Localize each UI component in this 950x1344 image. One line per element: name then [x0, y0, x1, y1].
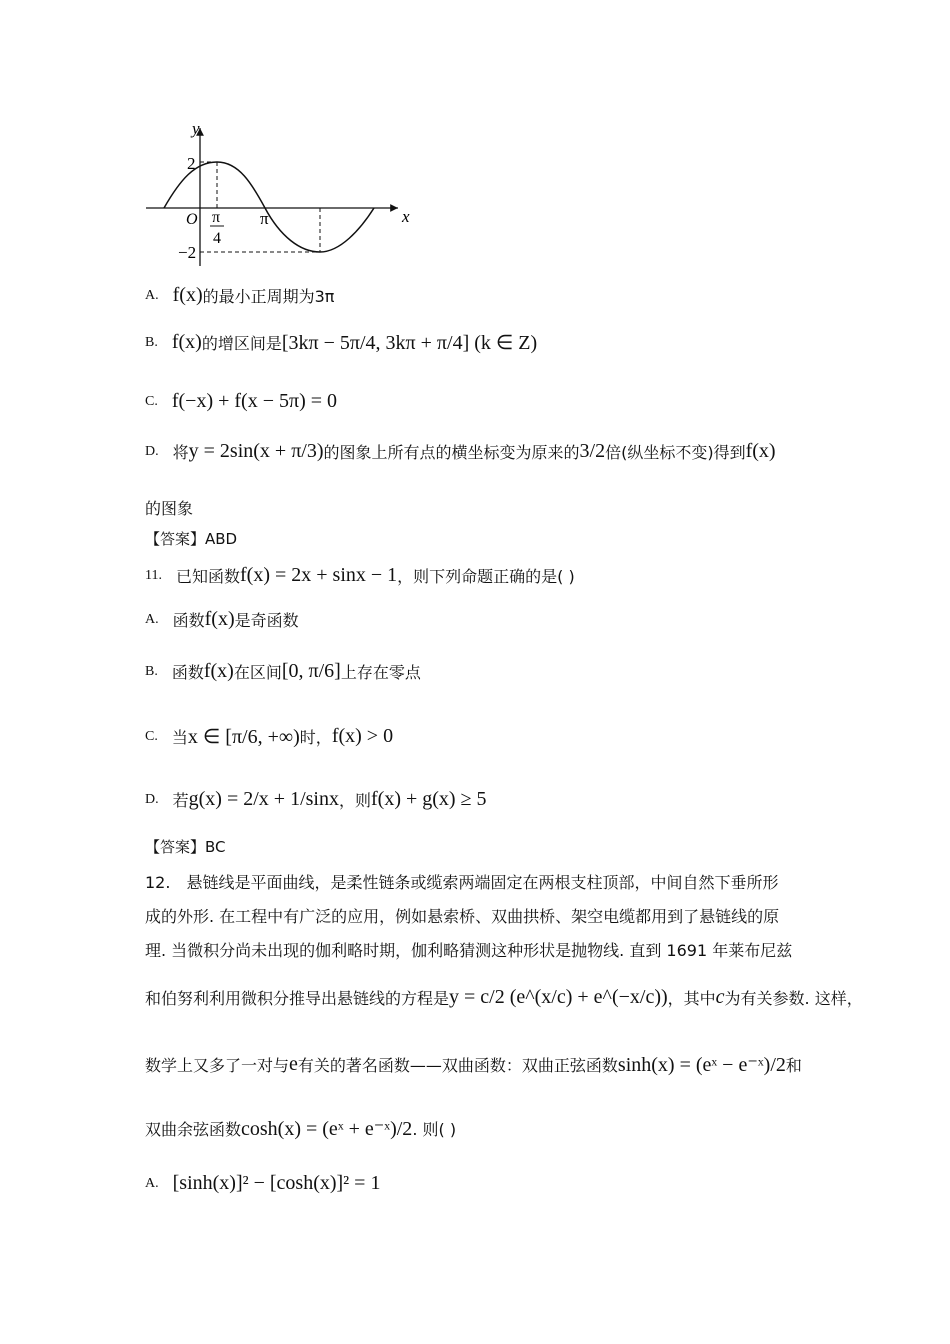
- q11-answer: [145, 836, 226, 857]
- q10-option-c: [145, 390, 337, 413]
- paragraph-text: 双曲余弦函数: [145, 1120, 242, 1139]
- q11-option-a: [145, 608, 299, 631]
- q11-option-c: [145, 724, 393, 749]
- q10-option-d: [145, 440, 776, 463]
- paragraph-text: 12. 悬链线是平面曲线，是柔性链条或缆索两端固定在两根支柱顶部，中间自然下垂所形: [145, 873, 779, 892]
- answer-text: 【答案】ABD: [145, 530, 238, 548]
- tick-max-label: 2: [187, 154, 196, 173]
- paragraph-text: ，其中: [667, 989, 716, 1008]
- option-text: 是奇函数: [234, 611, 299, 630]
- y-axis-label: y: [192, 119, 200, 138]
- q12-line-1: [145, 870, 778, 893]
- option-text: 函数: [171, 663, 204, 682]
- option-letter: A.: [145, 1175, 159, 1191]
- euler-e: e: [289, 1053, 298, 1075]
- q10-option-a: [145, 284, 334, 307]
- math-expr: f(x) > 0: [331, 725, 394, 747]
- tick-min-label: −2: [178, 243, 197, 262]
- option-text: 倍(纵坐标不变)得到: [605, 443, 746, 462]
- x-axis-label: x: [402, 207, 410, 226]
- q10-option-b: [145, 330, 537, 355]
- sine-curve: [164, 162, 374, 252]
- q12-line-4: [145, 986, 863, 1009]
- option-text: 若: [172, 791, 189, 810]
- tick-pi4-den: 4: [213, 230, 221, 247]
- stem-text: 已知函数: [175, 567, 240, 586]
- stem-text: ，则下列命题正确的是( ): [397, 567, 575, 586]
- math-expr: y = 2sin(x + π/3): [188, 440, 324, 462]
- option-letter: B.: [145, 663, 158, 679]
- option-letter: C.: [145, 393, 158, 409]
- option-text: 时，: [299, 728, 332, 747]
- q12-option-a: [145, 1172, 380, 1195]
- option-text: 的图象上所有点的横坐标变为原来的: [323, 443, 580, 462]
- math-expr: f(x): [203, 660, 234, 682]
- question-number: 11.: [145, 567, 162, 583]
- option-text: 的最小正周期为3π: [202, 287, 335, 306]
- paragraph-text: . 则( ): [412, 1120, 457, 1139]
- math-expr: f(−x) + f(x − 5π) = 0: [171, 390, 338, 412]
- option-text: 的图象: [145, 499, 194, 518]
- option-letter: A.: [145, 287, 159, 303]
- math-expr: [sinh(x)]² − [cosh(x)]² = 1: [172, 1172, 381, 1194]
- math-expr: x ∈ [π/6, +∞): [187, 726, 300, 748]
- option-text: 将: [172, 443, 189, 462]
- math-expr: f(x): [171, 331, 202, 353]
- sinh-def: sinh(x) = (eˣ − e⁻ˣ)/2: [617, 1054, 786, 1076]
- option-text: 函数: [172, 611, 205, 630]
- q11-option-d: [145, 788, 487, 811]
- param-c: c: [715, 986, 725, 1008]
- math-expr: f(x): [745, 440, 776, 462]
- option-text: 在区间: [233, 663, 282, 682]
- paragraph-text: 和: [785, 1056, 802, 1075]
- option-text: 当: [171, 728, 188, 747]
- paragraph-text: 理. 当微积分尚未出现的伽利略时期，伽利略猜测这种形状是抛物线. 直到 1691 年莱布尼兹: [145, 941, 793, 960]
- paragraph-text: 数学上又多了一对与: [145, 1056, 290, 1075]
- q11-option-b: [145, 660, 421, 683]
- catenary-equation: y = c/2 (e^(x/c) + e^(−x/c)): [449, 986, 668, 1008]
- math-expr: g(x) = 2/x + 1/sinx: [188, 788, 339, 810]
- option-letter: C.: [145, 728, 158, 744]
- paragraph-text: 和伯努利利用微积分推导出悬链线的方程是: [145, 989, 450, 1008]
- answer-text: 【答案】BC: [145, 838, 226, 856]
- paragraph-text: 为有关参数. 这样，: [724, 989, 863, 1008]
- interval-expr: [0, π/6]: [281, 660, 341, 682]
- q12-line-6: [145, 1116, 456, 1141]
- option-letter: A.: [145, 611, 159, 627]
- option-letter: D.: [145, 443, 159, 459]
- q11-stem: [145, 564, 575, 587]
- paragraph-text: 成的外形. 在工程中有广泛的应用，例如悬索桥、双曲拱桥、架空电缆都用到了悬链线的原: [145, 907, 780, 926]
- option-text: 上存在零点: [340, 663, 421, 682]
- math-expr: f(x) = 2x + sinx − 1: [240, 564, 398, 586]
- option-letter: D.: [145, 791, 159, 807]
- cosh-def: cosh(x) = (eˣ + e⁻ˣ)/2: [241, 1118, 413, 1140]
- paragraph-text: 有关的著名函数——双曲函数：双曲正弦函数: [297, 1056, 618, 1075]
- q10-option-d-cont: [145, 496, 193, 519]
- math-expr: f(x) + g(x) ≥ 5: [371, 788, 487, 810]
- math-expr: f(x): [172, 284, 203, 306]
- interval-expr: [3kπ − 5π/4, 3kπ + π/4] (k ∈ Z): [281, 332, 538, 354]
- option-text: ，则: [338, 791, 371, 810]
- fraction: 3/2: [579, 440, 606, 462]
- q12-line-3: [145, 938, 792, 961]
- q12-line-2: [145, 904, 779, 927]
- tick-pi-label: π: [260, 209, 269, 228]
- q12-line-5: [145, 1052, 802, 1077]
- origin-label: O: [186, 211, 198, 228]
- math-expr: f(x): [204, 608, 235, 630]
- option-letter: B.: [145, 334, 158, 350]
- q10-answer: [145, 528, 237, 549]
- option-text: 的增区间是: [201, 334, 282, 353]
- sine-graph: [140, 118, 420, 268]
- tick-pi4-num: π: [212, 209, 221, 226]
